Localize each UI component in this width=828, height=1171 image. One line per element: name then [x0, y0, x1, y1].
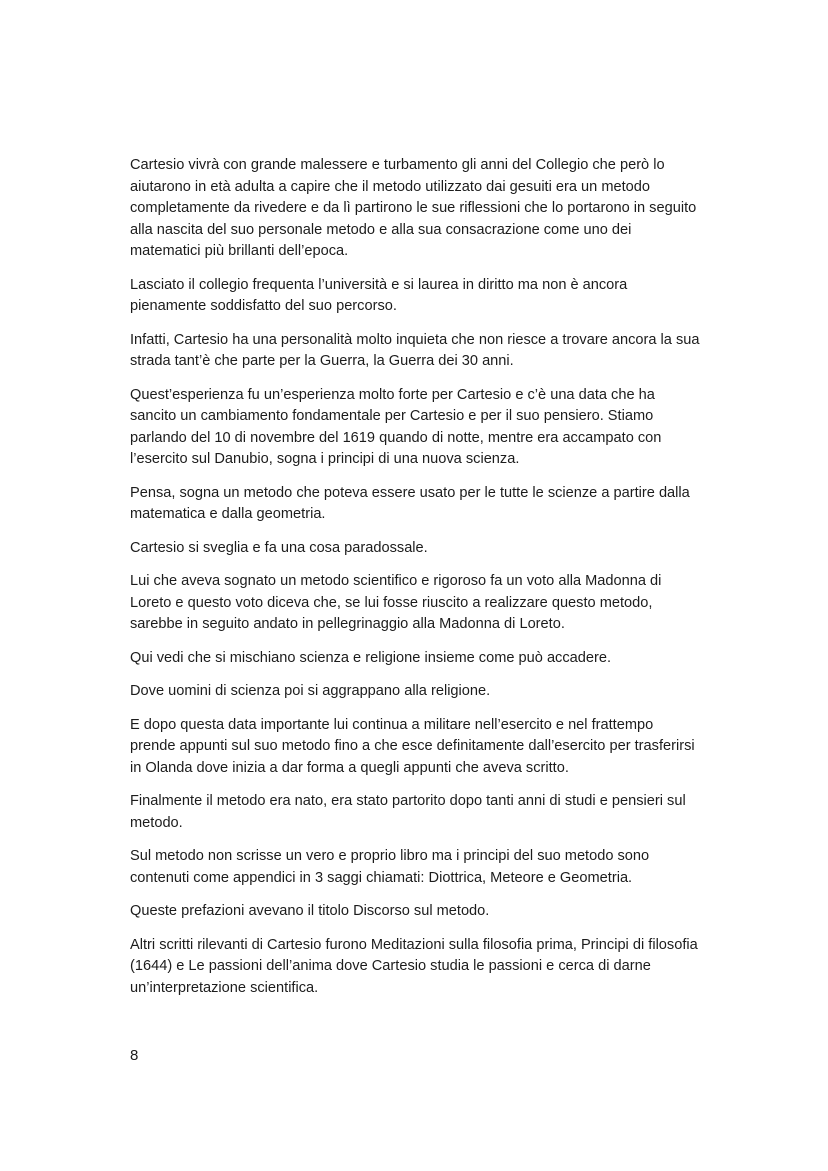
paragraph: Pensa, sogna un metodo che poteva essere usato per le tutte le scienze a partire dalla matematica e dalla geometria. [130, 484, 690, 522]
body-text [130, 155, 700, 1011]
paragraph: E dopo questa data importante lui continua a militare nell’esercito e nel frattempo prende appunti sul suo metodo fino a che esce definitamente dall’esercito per trasferirsi in Olanda dove inizia a dar forma a quegli appunti che aveva scritto. [130, 716, 695, 776]
paragraph: Infatti, Cartesio ha una personalità molto inquieta che non riesce a trovare ancora la sua strada tant’è che parte per la Guerra, la Guerra dei 30 anni. [130, 331, 700, 369]
paragraph: Sul metodo non scrisse un vero e proprio libro ma i principi del suo metodo sono contenuti come appendici in 3 saggi chiamati: Diottrica, Meteore e Geometria. [130, 848, 650, 886]
paragraph: Dove uomini di scienza poi si aggrappano alla religione. [130, 683, 491, 699]
paragraph: Lasciato il collegio frequenta l’università e si laurea in diritto ma non è ancora pienamente soddisfatto del suo percorso. [130, 276, 628, 314]
paragraph: Queste prefazioni avevano il titolo Discorso sul metodo. [130, 903, 490, 919]
paragraph: Quest’esperienza fu un’esperienza molto forte per Cartesio e c’è una data che ha sancito un cambiamento fondamentale per Cartesio e per il suo pensiero. Stiamo parlando del 10 di novembre del 1619 quando di notte, mentre era accampato con l’esercito sul Danubio, sogna i principi di una nuova scienza. [130, 386, 662, 467]
paragraph: Cartesio si sveglia e fa una cosa paradossale. [130, 539, 428, 556]
paragraph: Lui che aveva sognato un metodo scientifico e rigoroso fa un voto alla Madonna di Loreto e questo voto diceva che, se lui fosse riuscito a realizzare questo metodo, sarebbe in seguito andato in pellegrinaggio alla Madonna di Loreto. [130, 573, 662, 632]
paragraph: Qui vedi che si mischiano scienza e religione insieme come può accadere. [130, 649, 612, 666]
paragraph: Finalmente il metodo era nato, era stato partorito dopo tanti anni di studi e pensieri sul metodo. [130, 793, 686, 831]
paragraph: Cartesio vivrà con grande malessere e turbamento gli anni del Collegio che però lo aiutarono in età adulta a capire che il metodo utilizzato dai gesuiti era un metodo completamente da rivedere e da lì partirono le sue riflessioni che lo portarono in seguito alla nascita del suo personale metodo e alla sua consacrazione come uno dei matematici più brillanti dell’epoca. [130, 157, 697, 259]
page-number: 8 [130, 1047, 139, 1064]
paragraph: Altri scritti rilevanti di Cartesio furono Meditazioni sulla filosofia prima, Principi di filosofia (1644) e Le passioni dell’anima dove Cartesio studia le passioni e cerca di darne un’interpretazione scientifica. [130, 936, 698, 996]
